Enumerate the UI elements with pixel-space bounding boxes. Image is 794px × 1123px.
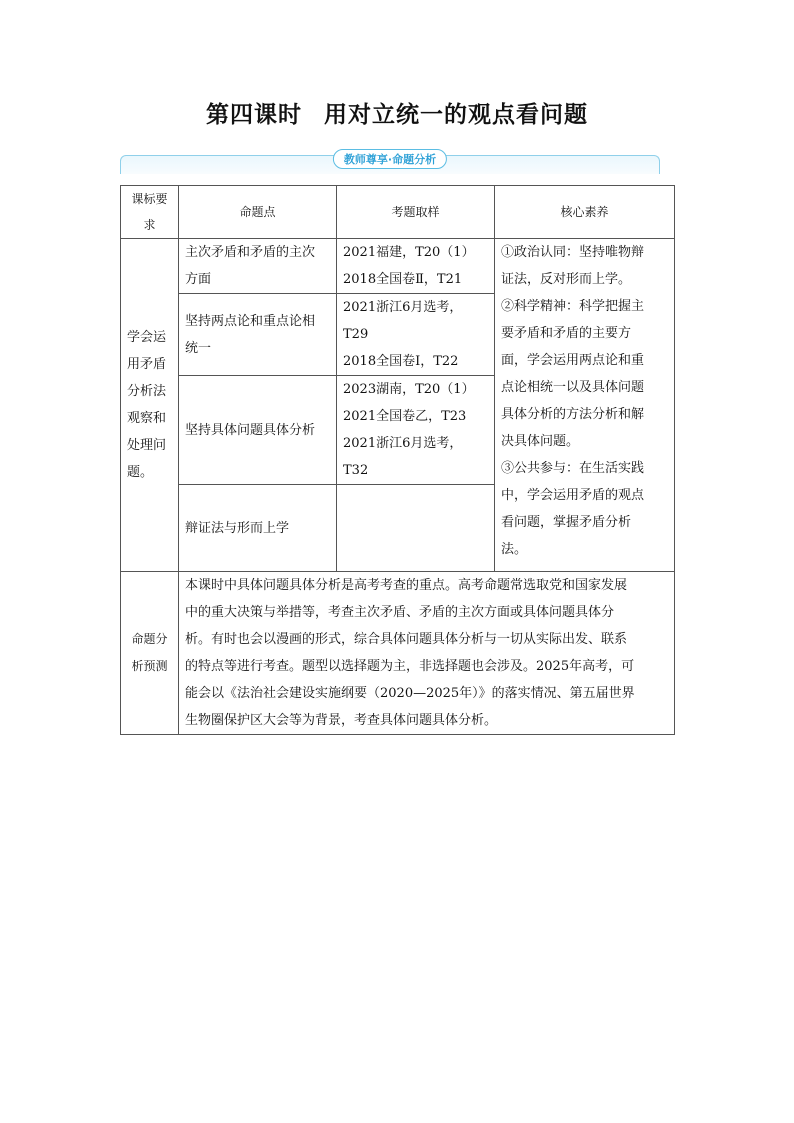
table-row [121, 239, 675, 294]
literacy-line: 法。 [501, 542, 528, 557]
sample-cell [337, 239, 495, 294]
lesson-number: 第四课时 [206, 102, 302, 128]
header-literacy: 核心素养 [495, 186, 675, 239]
literacy-line: 证法，反对形而上学。 [501, 272, 632, 287]
sample-line: 2021全国卷乙，T23 [343, 409, 467, 424]
point-cell [179, 376, 337, 485]
requirement-cell [121, 239, 179, 572]
literacy-line: 决具体问题。 [501, 434, 580, 449]
prediction-line: 本课时中具体问题具体分析是高考考查的重点。高考命题常选取党和国家发展 [185, 578, 628, 593]
banner-label: 教师尊享·命题分析 [333, 149, 447, 169]
literacy-line: 看问题，掌握矛盾分析 [501, 515, 632, 530]
sample-line: 2021浙江6月选考， [343, 436, 463, 451]
page-title [0, 96, 794, 129]
header-sample: 考题取样 [337, 186, 495, 239]
literacy-line: ②科学精神：科学把握主 [501, 299, 645, 314]
literacy-line: 具体分析的方法分析和解 [501, 407, 645, 422]
point-line: 主次矛盾和矛盾的主次 [185, 245, 316, 260]
prediction-line: 析。有时也会以漫画的形式，综合具体问题具体分析与一切从实际出发、联系 [185, 632, 628, 647]
prediction-label-cell [121, 572, 179, 735]
point-cell [179, 485, 337, 572]
lesson-topic: 用对立统一的观点看问题 [324, 102, 588, 128]
sample-line: 2018全国卷Ⅱ，T21 [343, 272, 463, 287]
header-point: 命题点 [179, 186, 337, 239]
sample-line: T32 [343, 463, 369, 478]
prediction-line: 生物圈保护区大会等为背景，考查具体问题具体分析。 [185, 713, 498, 728]
prediction-line: 中的重大决策与举措等，考查主次矛盾、矛盾的主次方面或具体问题具体分 [185, 605, 615, 620]
prediction-line: 能会以《法治社会建设实施纲要（2020—2025年）》的落实情况、第五届世界 [185, 686, 635, 701]
literacy-line: 中，学会运用矛盾的观点 [501, 488, 645, 503]
literacy-line: 要矛盾和矛盾的主要方 [501, 326, 632, 341]
literacy-line: 点论相统一以及具体问题 [501, 380, 645, 395]
sample-cell [337, 294, 495, 376]
requirement-line: 分析法 [127, 384, 167, 399]
sample-line: 2021浙江6月选考， [343, 300, 463, 315]
point-line: 坚持具体问题具体分析 [185, 422, 316, 438]
prediction-row [121, 572, 675, 735]
point-line: 辩证法与形而上学 [185, 520, 290, 536]
sample-line: T29 [343, 327, 369, 342]
prediction-line: 的特点等进行考查。题型以选择题为主，非选择题也会涉及。2025年高考，可 [185, 659, 635, 674]
literacy-cell [495, 239, 675, 572]
literacy-line: 面，学会运用两点论和重 [501, 353, 645, 368]
requirement-line: 用矛盾 [127, 357, 167, 372]
prediction-label-line: 析预测 [131, 659, 168, 673]
analysis-table [120, 185, 675, 735]
sample-cell [337, 376, 495, 485]
point-line: 坚持两点论和重点论相 [185, 313, 316, 329]
sample-line: 2021福建，T20（1） [343, 245, 475, 260]
header-requirement: 课标要求 [121, 186, 179, 239]
point-cell [179, 294, 337, 376]
sample-line: 2018全国卷Ⅰ，T22 [343, 354, 459, 369]
requirement-line: 处理问 [127, 438, 167, 453]
requirement-line: 学会运 [127, 330, 167, 345]
literacy-line: ①政治认同：坚持唯物辩 [501, 245, 645, 260]
header-row [121, 186, 675, 239]
sample-cell [337, 485, 495, 572]
section-banner [120, 147, 660, 173]
point-line: 统一 [185, 340, 212, 356]
sample-line: 2023湖南，T20（1） [343, 382, 475, 397]
point-line: 方面 [185, 272, 212, 287]
point-cell [179, 239, 337, 294]
prediction-text-cell [179, 572, 675, 735]
literacy-line: ③公共参与：在生活实践 [501, 461, 645, 476]
prediction-label-line: 命题分 [131, 632, 168, 646]
requirement-line: 观察和 [127, 411, 167, 426]
requirement-line: 题。 [127, 465, 154, 480]
